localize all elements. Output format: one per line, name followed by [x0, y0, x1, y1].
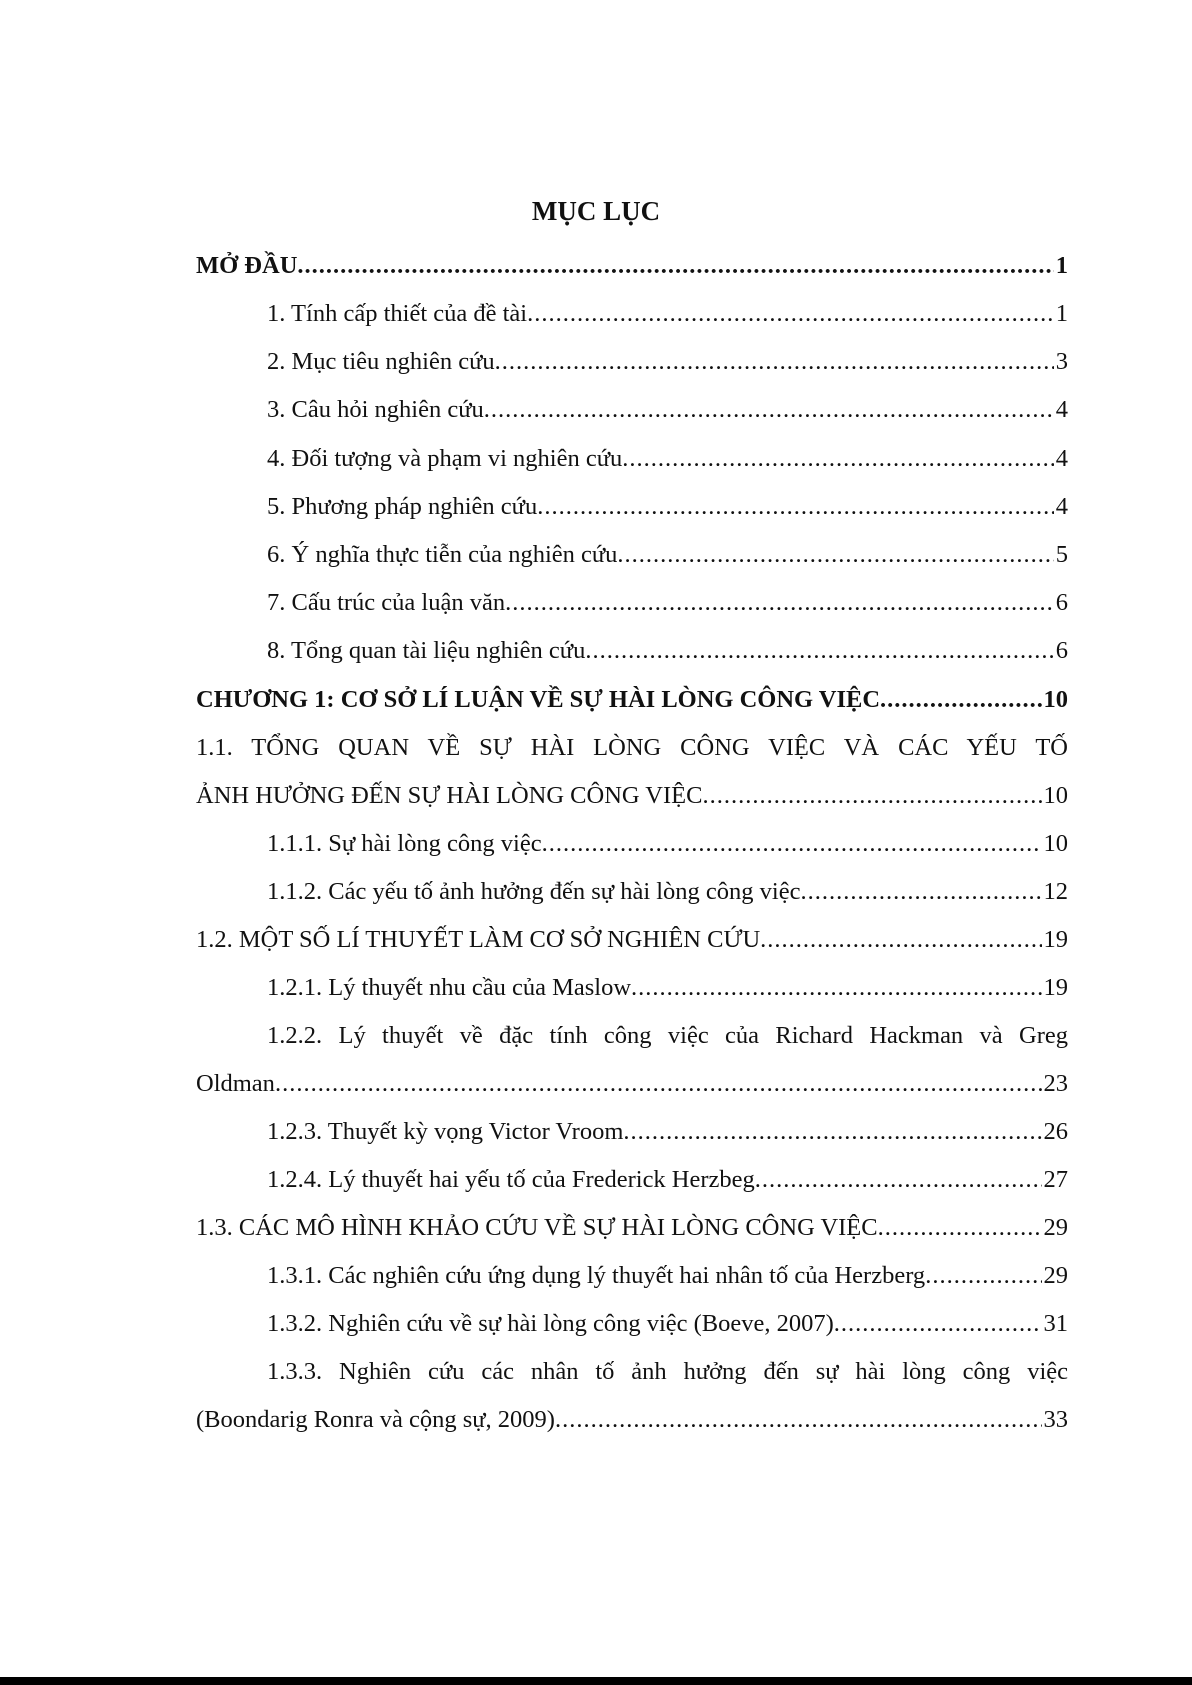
dot-leader [495, 345, 1054, 379]
dot-leader [505, 586, 1054, 620]
toc-entry-page: 10 [1043, 830, 1068, 857]
toc-entry[interactable] [267, 442, 1068, 476]
toc-entry-label: 1.2.1. Lý thuyết nhu cầu của Maslow [267, 974, 632, 1001]
toc-entry-page: 10 [1043, 686, 1068, 713]
dot-leader [755, 1163, 1042, 1197]
toc-entry-page: 6 [1055, 589, 1068, 616]
toc-entry[interactable] [196, 249, 1068, 283]
toc-entry-label: 1.2.4. Lý thuyết hai yếu tố của Frederick Herzbeg [267, 1166, 755, 1193]
toc-entry-page: 4 [1055, 445, 1068, 472]
toc-entry[interactable] [267, 297, 1068, 331]
toc-entry-label: 1.3.1. Các nghiên cứu ứng dụng lý thuyết hai nhân tố của Herzberg [267, 1262, 926, 1289]
page-title: MỤC LỤC [531, 196, 661, 226]
dot-leader [623, 1115, 1041, 1149]
dot-leader [925, 1259, 1041, 1293]
toc-entry-page: 33 [1043, 1406, 1068, 1433]
toc-entry[interactable] [267, 490, 1068, 524]
toc-entry-page: 12 [1043, 878, 1068, 905]
toc-entry[interactable] [267, 345, 1068, 379]
toc-entry[interactable] [196, 1067, 1068, 1101]
toc-entry-label: Oldman [196, 1070, 275, 1097]
dot-leader [585, 634, 1053, 668]
toc-entry-chapter[interactable] [196, 683, 1068, 717]
dot-leader [880, 683, 1041, 717]
toc-entry-label: 1. Tính cấp thiết của đề tài [267, 300, 528, 327]
toc-entry-page: 31 [1043, 1310, 1068, 1337]
dot-leader [484, 393, 1054, 427]
toc-entry-label: MỞ ĐẦU [196, 252, 298, 279]
toc-entry-page: 23 [1043, 1070, 1068, 1097]
dot-leader [760, 923, 1041, 957]
toc-entry-page: 6 [1055, 637, 1068, 664]
toc-entry-label: 1.2.3. Thuyết kỳ vọng Victor Vroom [267, 1118, 624, 1145]
toc-entry-label: 3. Câu hỏi nghiên cứu [267, 396, 484, 423]
toc-entry[interactable] [267, 1259, 1068, 1293]
toc-entry-page: 19 [1043, 926, 1068, 953]
dot-leader [878, 1211, 1042, 1245]
dot-leader [617, 538, 1053, 572]
toc-entry-page: 5 [1055, 541, 1068, 568]
toc-entry-first-line[interactable]: 1.2.2. Lý thuyết về đặc tính công việc của Richard Hackman và Greg [267, 1022, 1068, 1049]
toc-entry-page: 29 [1043, 1214, 1068, 1241]
toc-entry[interactable] [196, 1211, 1068, 1245]
toc-entry[interactable] [267, 971, 1068, 1005]
toc-entry-page: 19 [1043, 974, 1068, 1001]
toc-entry[interactable] [196, 923, 1068, 957]
toc-entry-label: 8. Tổng quan tài liệu nghiên cứu [267, 637, 586, 664]
dot-leader [631, 971, 1041, 1005]
toc-entry-label: 4. Đối tượng và phạm vi nghiên cứu [267, 445, 623, 472]
toc-entry-label: 2. Mục tiêu nghiên cứu [267, 348, 495, 375]
toc-entry-page: 4 [1055, 493, 1068, 520]
toc-entry[interactable] [267, 1163, 1068, 1197]
toc-entry-label: 1.3. CÁC MÔ HÌNH KHẢO CỨU VỀ SỰ HÀI LÒNG CÔNG VIỆC [196, 1214, 878, 1241]
toc-entry[interactable] [267, 538, 1068, 572]
toc-entry-page: 1 [1055, 252, 1068, 279]
dot-leader [297, 249, 1053, 283]
toc-entry[interactable] [267, 586, 1068, 620]
toc-entry-page: 3 [1055, 348, 1068, 375]
toc-entry-page: 10 [1043, 782, 1068, 809]
toc-entry[interactable] [196, 1403, 1068, 1437]
toc-entry[interactable] [267, 827, 1068, 861]
toc-entry[interactable] [267, 1307, 1068, 1341]
toc-entry-label: (Boondarig Ronra và cộng sự, 2009) [196, 1406, 555, 1433]
toc-entry-page: 4 [1055, 396, 1068, 423]
toc-entry[interactable] [267, 634, 1068, 668]
toc-entry-label: 6. Ý nghĩa thực tiễn của nghiên cứu [267, 541, 618, 568]
dot-leader [801, 875, 1042, 909]
toc-entry[interactable] [196, 779, 1068, 813]
dot-leader [275, 1067, 1042, 1101]
toc-entry-label: 5. Phương pháp nghiên cứu [267, 493, 538, 520]
dot-leader [702, 779, 1041, 813]
toc-entry[interactable] [267, 1115, 1068, 1149]
dot-leader [537, 490, 1054, 524]
dot-leader [834, 1307, 1042, 1341]
dot-leader [555, 1403, 1042, 1437]
toc-entry[interactable] [267, 393, 1068, 427]
toc-entry-page: 27 [1043, 1166, 1068, 1193]
toc-entry-page: 29 [1043, 1262, 1068, 1289]
toc-entry[interactable] [267, 875, 1068, 909]
page-bottom-edge [0, 1677, 1192, 1685]
dot-leader [542, 827, 1042, 861]
toc-entry-label: 1.3.2. Nghiên cứu về sự hài lòng công việc (Boeve, 2007) [267, 1310, 834, 1337]
toc-entry-label: 1.2. MỘT SỐ LÍ THUYẾT LÀM CƠ SỞ NGHIÊN CỨU [196, 926, 761, 953]
toc-entry-label: 1.1.1. Sự hài lòng công việc [267, 830, 542, 857]
dot-leader [527, 297, 1054, 331]
toc-entry-label: ẢNH HƯỞNG ĐẾN SỰ HÀI LÒNG CÔNG VIỆC [196, 782, 703, 809]
toc-entry-first-line[interactable]: 1.1. TỔNG QUAN VỀ SỰ HÀI LÒNG CÔNG VIỆC VÀ CÁC YẾU TỐ [196, 734, 1068, 761]
toc-entry-page: 26 [1043, 1118, 1068, 1145]
toc-entry-label: 1.1.2. Các yếu tố ảnh hưởng đến sự hài lòng công việc [267, 878, 801, 905]
toc-entry-label: 7. Cấu trúc của luận văn [267, 589, 506, 616]
toc-entry-first-line[interactable]: 1.3.3. Nghiên cứu các nhân tố ảnh hưởng đến sự hài lòng công việc [267, 1358, 1068, 1385]
dot-leader [622, 442, 1054, 476]
toc-entry-label: CHƯƠNG 1: CƠ SỞ LÍ LUẬN VỀ SỰ HÀI LÒNG CÔNG VIỆC [196, 686, 881, 713]
toc-entry-page: 1 [1055, 300, 1068, 327]
